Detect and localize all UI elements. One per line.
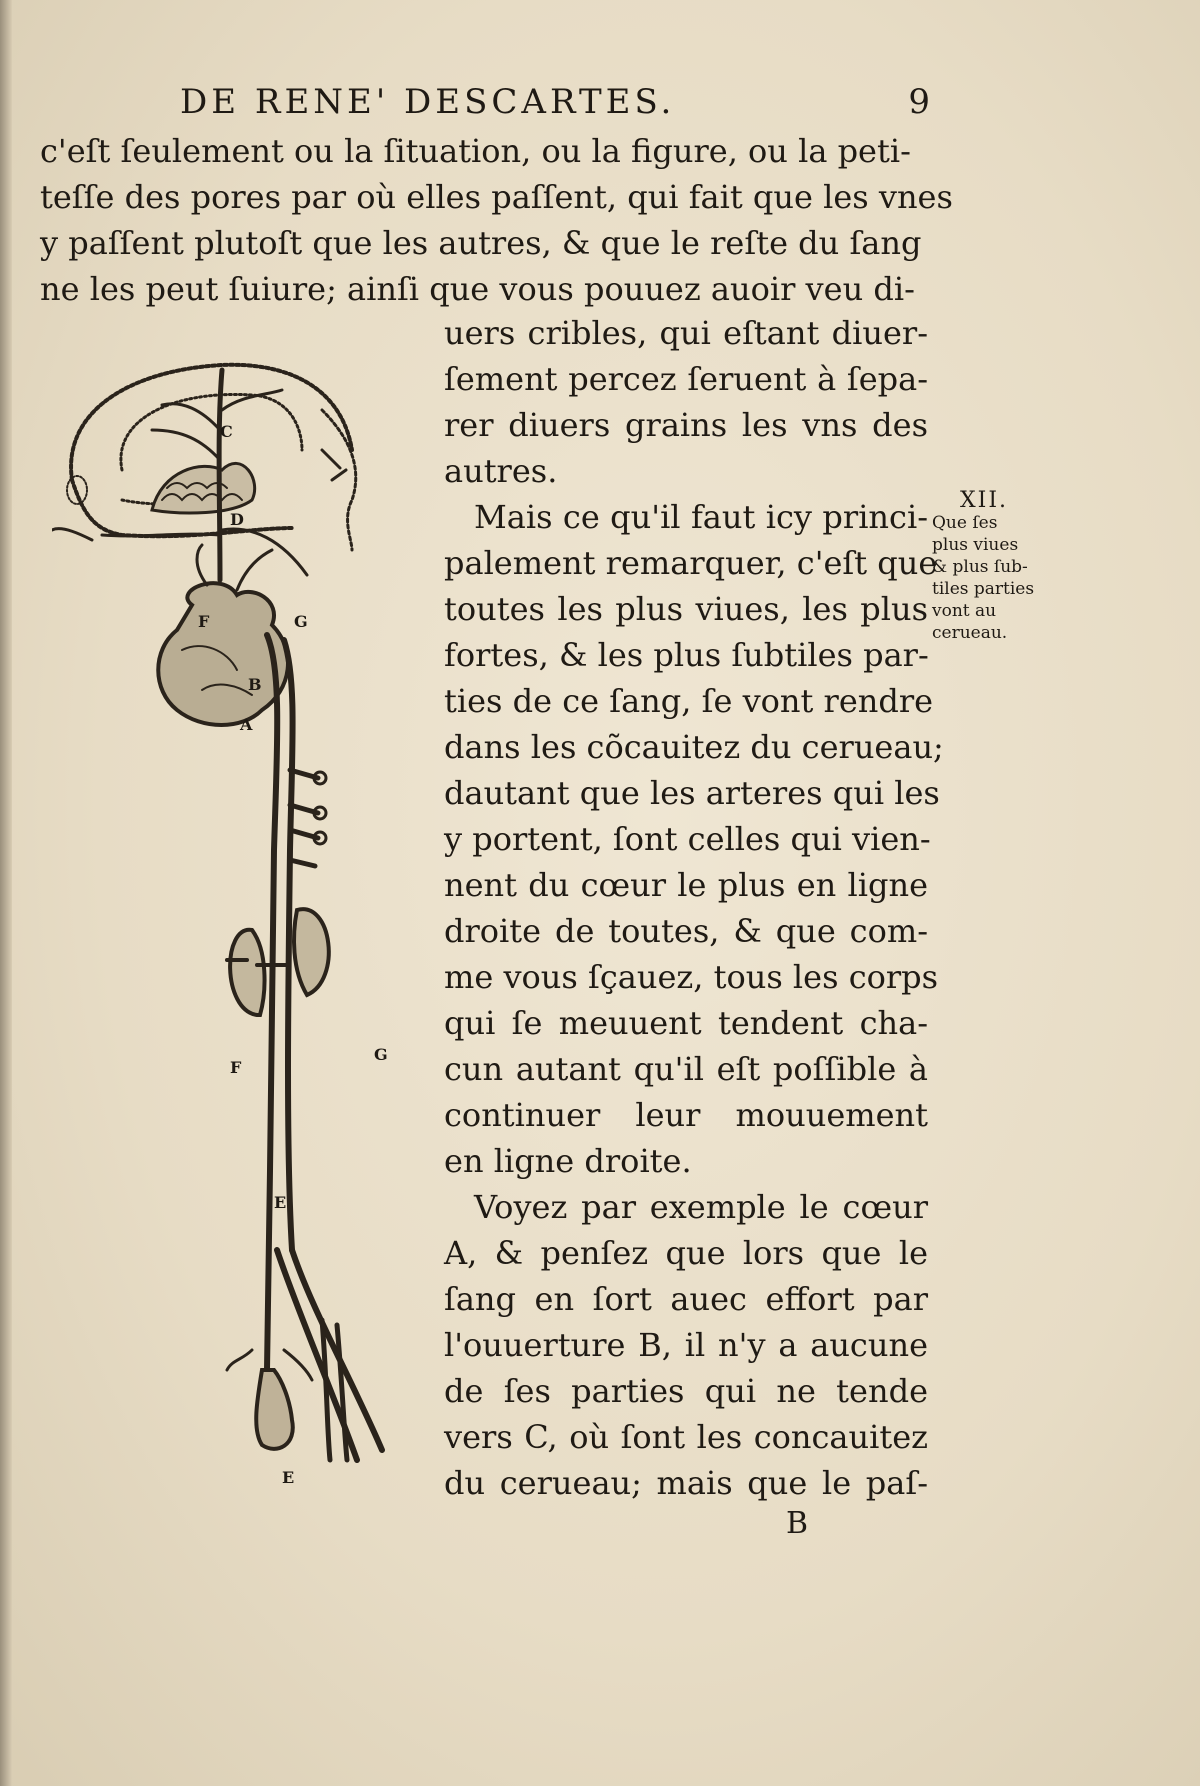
text-line: vers C, où ſont les concauitez: [444, 1418, 928, 1456]
text-line: dans les cõcauitez du cerueau;: [444, 728, 944, 766]
text-line: y paſſent plutoſt que les autres, & que le reſte du ſang: [40, 224, 922, 262]
text-line: ſement percez ſeruent à ſepa-: [444, 360, 928, 398]
signature-mark: B: [786, 1506, 809, 1541]
figure-label-d: D: [230, 510, 244, 529]
running-title: DE RENE' DESCARTES.: [180, 82, 676, 122]
figure-label-e-bottom: E: [282, 1468, 295, 1487]
margin-note-line: vont au: [932, 601, 997, 621]
figure-label-g-mid: G: [374, 1045, 388, 1064]
text-line: ne les peut ſuiure; ainſi que vous pouuez auoir veu di-: [40, 270, 915, 308]
text-line: teſſe des pores par où elles paſſent, qui fait que les vnes: [40, 178, 953, 216]
text-line: continuer leur mouuement: [444, 1096, 928, 1134]
figure-label-e-mid: E: [274, 1193, 287, 1212]
page-header: [170, 82, 930, 130]
margin-note: [932, 490, 1052, 644]
figure-label-g-top: G: [294, 612, 308, 631]
margin-note-number: XII.: [960, 488, 1009, 513]
page-number: 9: [908, 82, 930, 122]
text-line: de ſes parties qui ne tende: [444, 1372, 928, 1410]
text-line: Voyez par exemple le cœur: [474, 1188, 928, 1226]
figure-label-f-mid: F: [230, 1058, 242, 1077]
figure-label-f-top: F: [198, 612, 210, 631]
margin-note-line: & plus ſub-: [932, 557, 1028, 577]
text-line: en ligne droite.: [444, 1142, 692, 1180]
right-text-column: [444, 310, 944, 1506]
figure-label-c: C: [220, 422, 233, 441]
text-line: cun autant qu'il eſt poſſible à: [444, 1050, 928, 1088]
text-line: ties de ce ſang, ſe vont rendre: [444, 682, 934, 720]
text-line: palement remarquer, c'eſt que: [444, 544, 938, 582]
figure-label-b: B: [248, 675, 262, 694]
text-line: l'ouuerture B, il n'y a aucune: [444, 1326, 928, 1364]
text-line: dautant que les arteres qui les: [444, 774, 940, 812]
margin-note-line: Que ſes: [932, 513, 998, 533]
figure-label-a: A: [240, 715, 253, 734]
text-line: droite de toutes, & que com-: [444, 912, 928, 950]
text-line: du cerueau; mais que le paſ-: [444, 1464, 928, 1502]
text-line: qui ſe meuuent tendent cha-: [444, 1004, 928, 1042]
text-line: fortes, & les plus ſubtiles par-: [444, 636, 929, 674]
text-line: nent du cœur le plus en ligne: [444, 866, 928, 904]
text-line: c'eſt ſeulement ou la ſituation, ou la figure, ou la peti-: [40, 132, 911, 170]
text-line: ſang en ſort auec effort par: [444, 1280, 928, 1318]
text-line: rer diuers grains les vns des: [444, 406, 928, 444]
margin-note-line: plus viues: [932, 535, 1019, 555]
text-line: uers cribles, qui eſtant diuer-: [444, 314, 928, 352]
margin-note-line: tiles parties: [932, 579, 1035, 599]
book-spine-shadow: [0, 0, 12, 1786]
text-line: toutes les plus viues, les plus: [444, 590, 928, 628]
anatomical-woodcut-figure: [52, 350, 432, 1490]
text-line: y portent, ſont celles qui vien-: [444, 820, 931, 858]
text-line: A, & penſez que lors que le: [444, 1234, 928, 1272]
text-line: me vous ſçauez, tous les corps: [444, 958, 939, 996]
text-line: autres.: [444, 452, 558, 490]
text-line: Mais ce qu'il faut icy princi-: [474, 498, 928, 536]
full-width-text: [40, 128, 953, 312]
margin-note-line: cerueau.: [932, 623, 1008, 643]
